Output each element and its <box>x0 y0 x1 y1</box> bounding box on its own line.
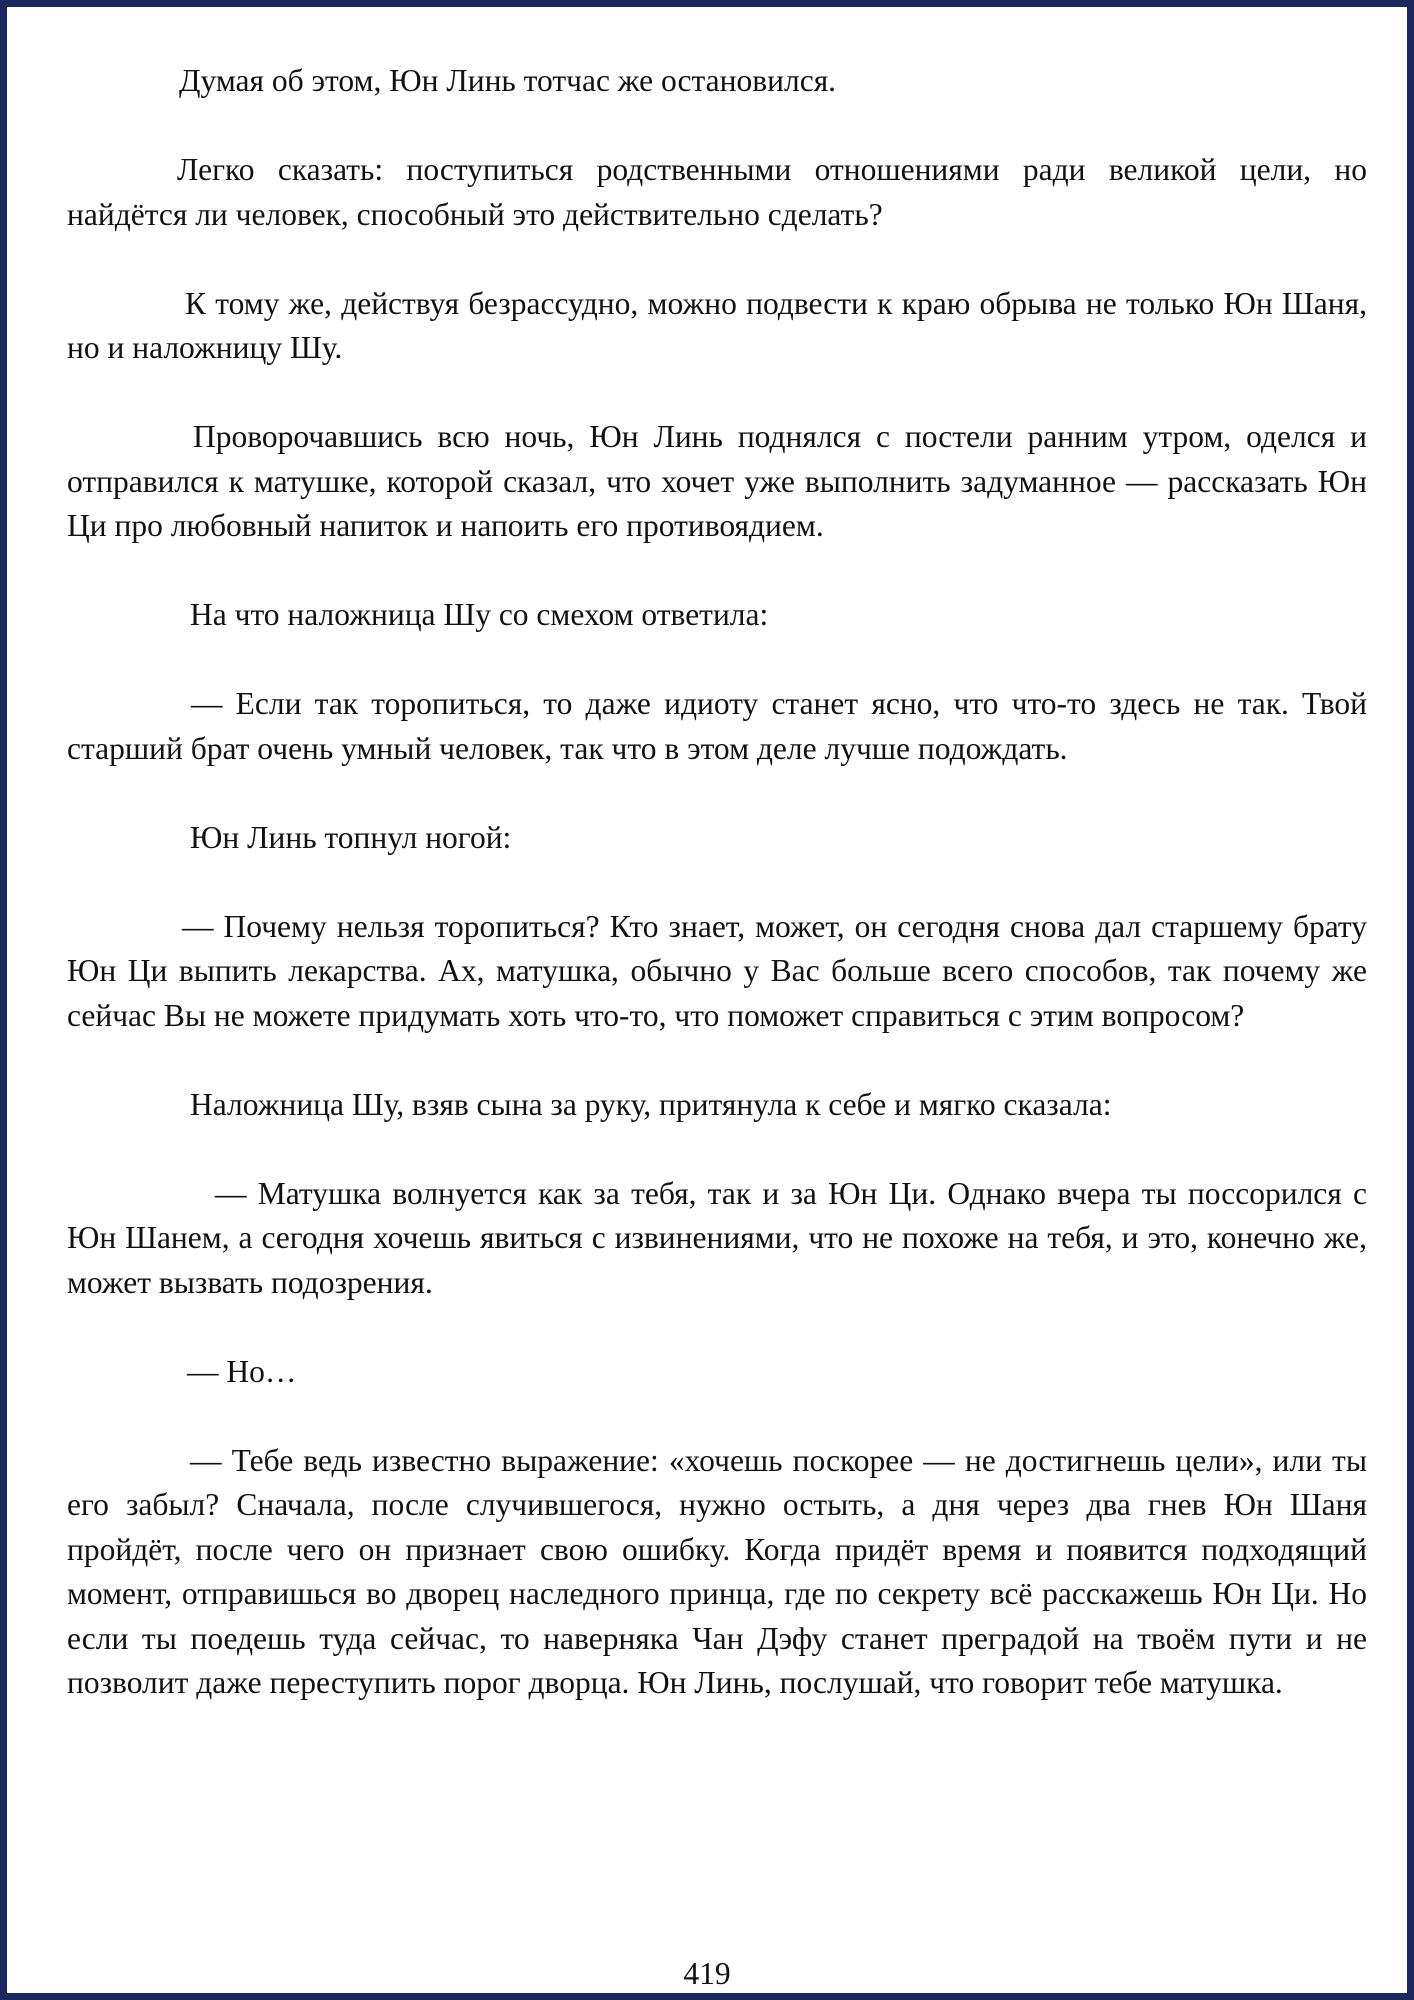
paragraph: На что наложница Шу со смехом ответила: <box>190 597 769 632</box>
paragraph: — Если так торопиться, то даже идиоту станет ясно, что что-то здесь не так. Твой старший брат очень умный человек, так что в этом деле лучше подождать. <box>67 686 1367 766</box>
paragraph: — Тебе ведь известно выражение: «хочешь поскорее — не достигнешь цели», или ты его забыл? Сначала, после случившегося, нужно остыть, а дня через два гнев Юн Шаня пройдёт, после чего он признает свою ошибку. Когда придёт время и появится подходящий момент, отправишься во дворец наследного принца, где по секрету всё расскажешь Юн Ци. Но если ты поедешь туда сейчас, то наверняка Чан Дэфу станет преградой на твоём пути и не позволит даже переступить порог дворца. Юн Линь, послушай, что говорит тебе матушка. <box>67 1442 1367 1700</box>
paragraph: Легко сказать: поступиться родственными отношениями ради великой цели, но найдётся ли человек, способный это действительно сделать? <box>67 152 1367 232</box>
paragraph: Думая об этом, Юн Линь тотчас же остановился. <box>179 63 837 98</box>
page-number: 419 <box>683 1956 731 1991</box>
paragraph: Проворочавшись всю ночь, Юн Линь поднялся с постели ранним утром, оделся и отправился к матушке, которой сказал, что хочет уже выполнить задуманное — рассказать Юн Ци про любовный напиток и напоить его противоядием. <box>67 419 1367 543</box>
paragraph: — Но… <box>187 1353 297 1389</box>
paragraph: Наложница Шу, взяв сына за руку, притянула к себе и мягко сказала: <box>190 1086 1112 1122</box>
paragraph: Юн Линь топнул ногой: <box>190 819 512 855</box>
paragraph: — Матушка волнуется как за тебя, так и за Юн Ци. Однако вчера ты поссорился с Юн Шанем, а сегодня хочешь явиться с извинениями, что не похоже на тебя, и это, конечно же, может вызвать подозрения. <box>67 1175 1367 1300</box>
paragraph: — Почему нельзя торопиться? Кто знает, может, он сегодня снова дал старшему брату Юн Ци выпить лекарства. Ах, матушка, обычно у Вас больше всего способов, так почему же сейчас Вы не можете придумать хоть что-то, что поможет справиться с этим вопросом? <box>67 908 1367 1033</box>
page-body <box>67 59 1367 1750</box>
paragraph: К тому же, действуя безрассудно, можно подвести к краю обрыва не только Юн Шаня, но и наложницу Шу. <box>67 285 1367 365</box>
